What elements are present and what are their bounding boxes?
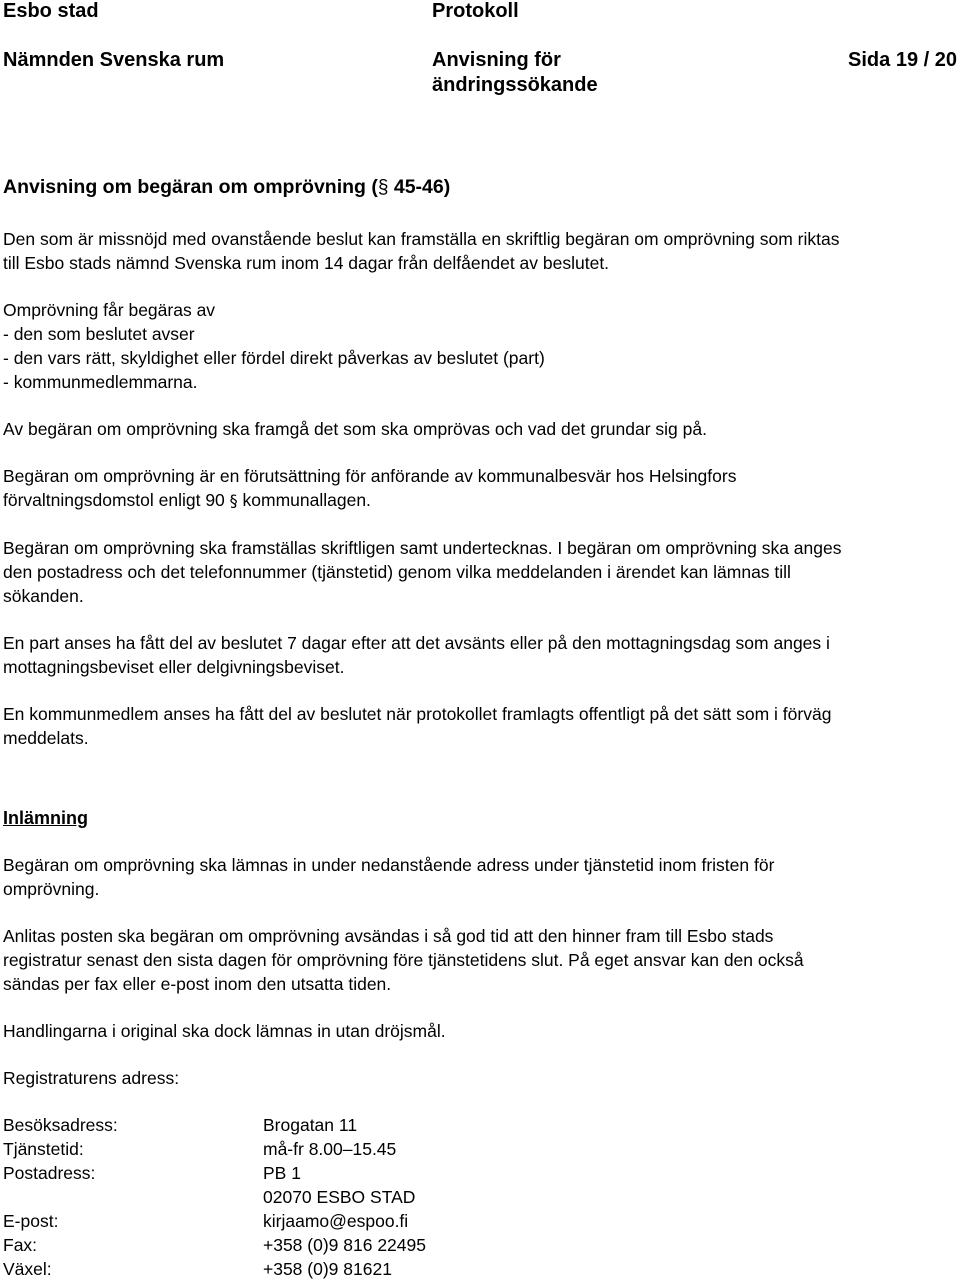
- section-sign: §: [377, 177, 389, 198]
- address-table: [3, 1113, 426, 1281]
- submission-p1-line-1: Begäran om omprövning ska lämnas in under nedanstående adress under tjänstetid inom fristen för: [3, 855, 775, 875]
- address-row: [3, 1185, 426, 1209]
- prerequisite-paragraph: [3, 464, 957, 513]
- header-organization: Esbo stad: [3, 0, 99, 22]
- who-line-1: Omprövning får begäras av: [3, 300, 216, 320]
- page-title: [3, 175, 957, 200]
- form-requirement-paragraph: [3, 536, 957, 608]
- address-value: Brogatan 11: [263, 1115, 358, 1135]
- intro-line-2: till Esbo stads nämnd Svenska rum inom 14 dagar från delfåendet av beslutet.: [3, 253, 610, 273]
- member-line-2: meddelats.: [3, 728, 89, 748]
- intro-line-1: Den som är missnöjd med ovanstående beslut kan framställa en skriftlig begäran om omprövning som riktas: [3, 229, 840, 249]
- address-value: PB 1: [263, 1163, 301, 1183]
- address-label: E-post:: [3, 1211, 59, 1231]
- header-section-line2: ändringssökande: [432, 74, 598, 96]
- party-line-2: mottagningsbeviset eller delgivningsbeviset.: [3, 657, 345, 677]
- header-document-type: Protokoll: [432, 0, 519, 22]
- address-value: +358 (0)9 816 22495: [263, 1235, 426, 1255]
- party-line-1: En part anses ha fått del av beslutet 7 dagar efter att det avsänts eller på den mottagningsdag som anges i: [3, 633, 830, 653]
- address-value: må-fr 8.00–15.45: [263, 1139, 397, 1159]
- address-label: Besöksadress:: [3, 1115, 118, 1135]
- title-text: Anvisning om begäran om omprövning (: [3, 176, 378, 198]
- party-notice-paragraph: [3, 631, 957, 679]
- section-sign: §: [229, 491, 238, 510]
- who-line-2: - den som beslutet avser: [3, 324, 195, 344]
- prereq-line-1: Begäran om omprövning är en förutsättning för anförande av kommunalbesvär hos Helsingfors: [3, 466, 737, 486]
- who-line-3: - den vars rätt, skyldighet eller fördel direkt påverkas av beslutet (part): [3, 348, 545, 368]
- header-body-name: Nämnden Svenska rum: [3, 49, 225, 71]
- member-notice-paragraph: [3, 702, 957, 750]
- header-section-line1: Anvisning för: [432, 49, 561, 71]
- address-row: [3, 1209, 426, 1233]
- address-row: [3, 1257, 426, 1281]
- email-link[interactable]: kirjaamo@espoo.fi: [263, 1211, 409, 1231]
- content-requirement-paragraph: Av begäran om omprövning ska framgå det som ska omprövas och vad det grundar sig på.: [3, 419, 707, 439]
- submission-paragraph-2: [3, 924, 957, 996]
- submission-heading: Inlämning: [3, 808, 88, 828]
- form-line-3: sökanden.: [3, 586, 84, 606]
- address-label: Fax:: [3, 1235, 38, 1255]
- who-may-request-paragraph: [3, 298, 957, 394]
- who-line-4: - kommunmedlemmarna.: [3, 372, 198, 392]
- submission-p2-line-1: Anlitas posten ska begäran om omprövning avsändas i så god tid att den hinner fram till Esbo stads: [3, 926, 774, 946]
- title-suffix: 45-46): [388, 176, 451, 198]
- form-line-2: den postadress och det telefonnummer (tjänstetid) genom vilka meddelanden i ärendet kan lämnas till: [3, 562, 791, 582]
- prereq-line-2a: förvaltningsdomstol enligt 90: [3, 490, 230, 510]
- address-label: Växel:: [3, 1259, 52, 1279]
- page-number: Sida 19 / 20: [848, 49, 957, 71]
- address-value: 02070 ESBO STAD: [263, 1187, 416, 1207]
- address-value: +358 (0)9 81621: [263, 1259, 392, 1279]
- submission-p1-line-2: omprövning.: [3, 879, 100, 899]
- submission-paragraph-1: [3, 853, 957, 901]
- registry-address-label: Registraturens adress:: [3, 1068, 180, 1088]
- prereq-line-2b: kommunallagen.: [237, 490, 371, 510]
- header-section: [432, 48, 598, 98]
- intro-paragraph: [3, 227, 957, 275]
- address-row: [3, 1161, 426, 1185]
- document-body: [3, 175, 957, 1281]
- submission-p2-line-3: sändas per fax eller e-post inom den utsatta tiden.: [3, 974, 392, 994]
- form-line-1: Begäran om omprövning ska framställas skriftligen samt undertecknas. I begäran om omprövning ska anges: [3, 538, 842, 558]
- submission-p2-line-2: registratur senast den sista dagen för omprövning före tjänstetidens slut. På eget ansvar kan den också: [3, 950, 804, 970]
- member-line-1: En kommunmedlem anses ha fått del av beslutet när protokollet framlagts offentligt på det sätt som i förväg: [3, 704, 832, 724]
- address-label: Postadress:: [3, 1163, 96, 1183]
- address-row: [3, 1233, 426, 1257]
- address-label: [3, 1185, 263, 1209]
- address-row: [3, 1137, 426, 1161]
- address-row: [3, 1113, 426, 1137]
- address-label: Tjänstetid:: [3, 1139, 84, 1159]
- submission-paragraph-3: Handlingarna i original ska dock lämnas in utan dröjsmål.: [3, 1021, 446, 1041]
